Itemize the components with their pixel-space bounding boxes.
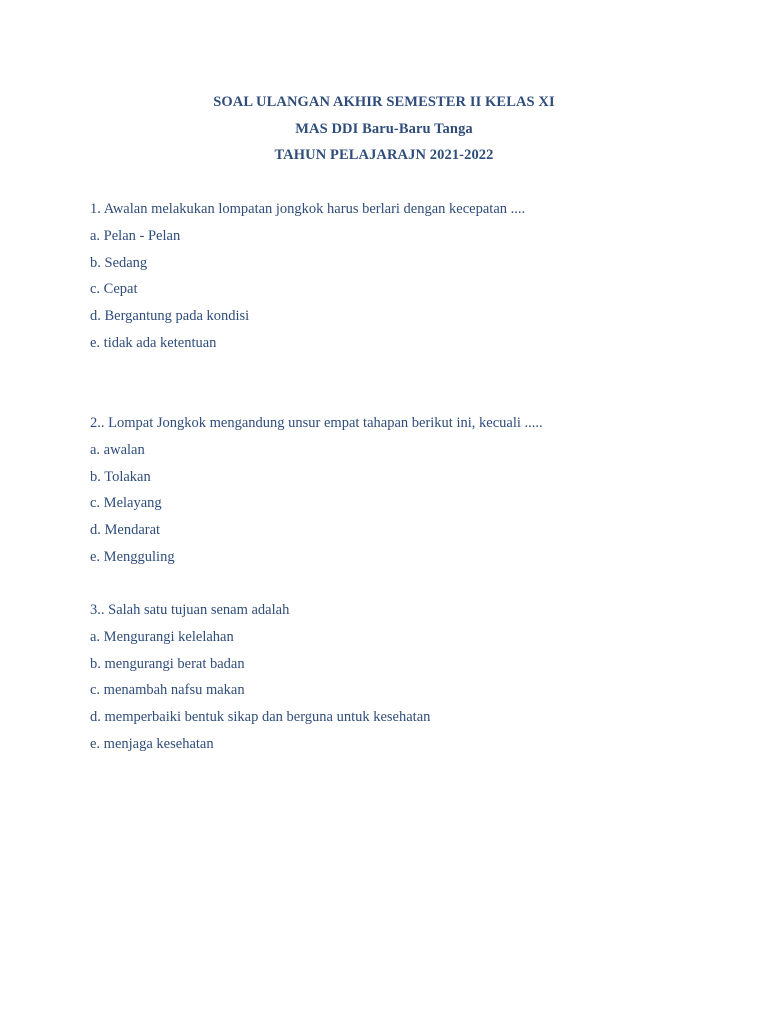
option-a: a. awalan <box>90 441 145 458</box>
option-b: b. Sedang <box>90 254 148 271</box>
option-b: b. Tolakan <box>90 468 151 485</box>
option-c: c. menambah nafsu makan <box>90 682 245 699</box>
option-b: b. mengurangi berat badan <box>90 655 245 672</box>
academic-year: TAHUN PELAJARAJN 2021-2022 <box>274 147 494 163</box>
option-c: c. Cepat <box>90 281 138 298</box>
question-2 <box>90 413 730 574</box>
question-1 <box>90 199 730 360</box>
option-e: e. Mengguling <box>90 548 175 565</box>
question-text: 1. Awalan melakukan lompatan jongkok harus berlari dengan kecepatan .... <box>90 201 526 217</box>
school-name: MAS DDI Baru-Baru Tanga <box>295 120 473 137</box>
question-text: 3.. Salah satu tujuan senam adalah <box>90 602 290 618</box>
document-header <box>0 92 768 172</box>
option-e: e. tidak ada ketentuan <box>90 334 217 351</box>
option-d: d. memperbaiki bentuk sikap dan berguna untuk kesehatan <box>90 709 431 726</box>
option-a: a. Pelan - Pelan <box>90 227 181 244</box>
exam-title: SOAL ULANGAN AKHIR SEMESTER II KELAS XI <box>213 94 555 110</box>
option-c: c. Melayang <box>90 495 162 512</box>
question-text: 2.. Lompat Jongkok mengandung unsur empat tahapan berikut ini, kecuali ..... <box>90 415 543 431</box>
option-d: d. Bergantung pada kondisi <box>90 308 250 325</box>
option-e: e. menjaga kesehatan <box>90 735 214 752</box>
option-a: a. Mengurangi kelelahan <box>90 628 234 645</box>
question-3 <box>90 600 730 761</box>
option-d: d. Mendarat <box>90 522 161 539</box>
